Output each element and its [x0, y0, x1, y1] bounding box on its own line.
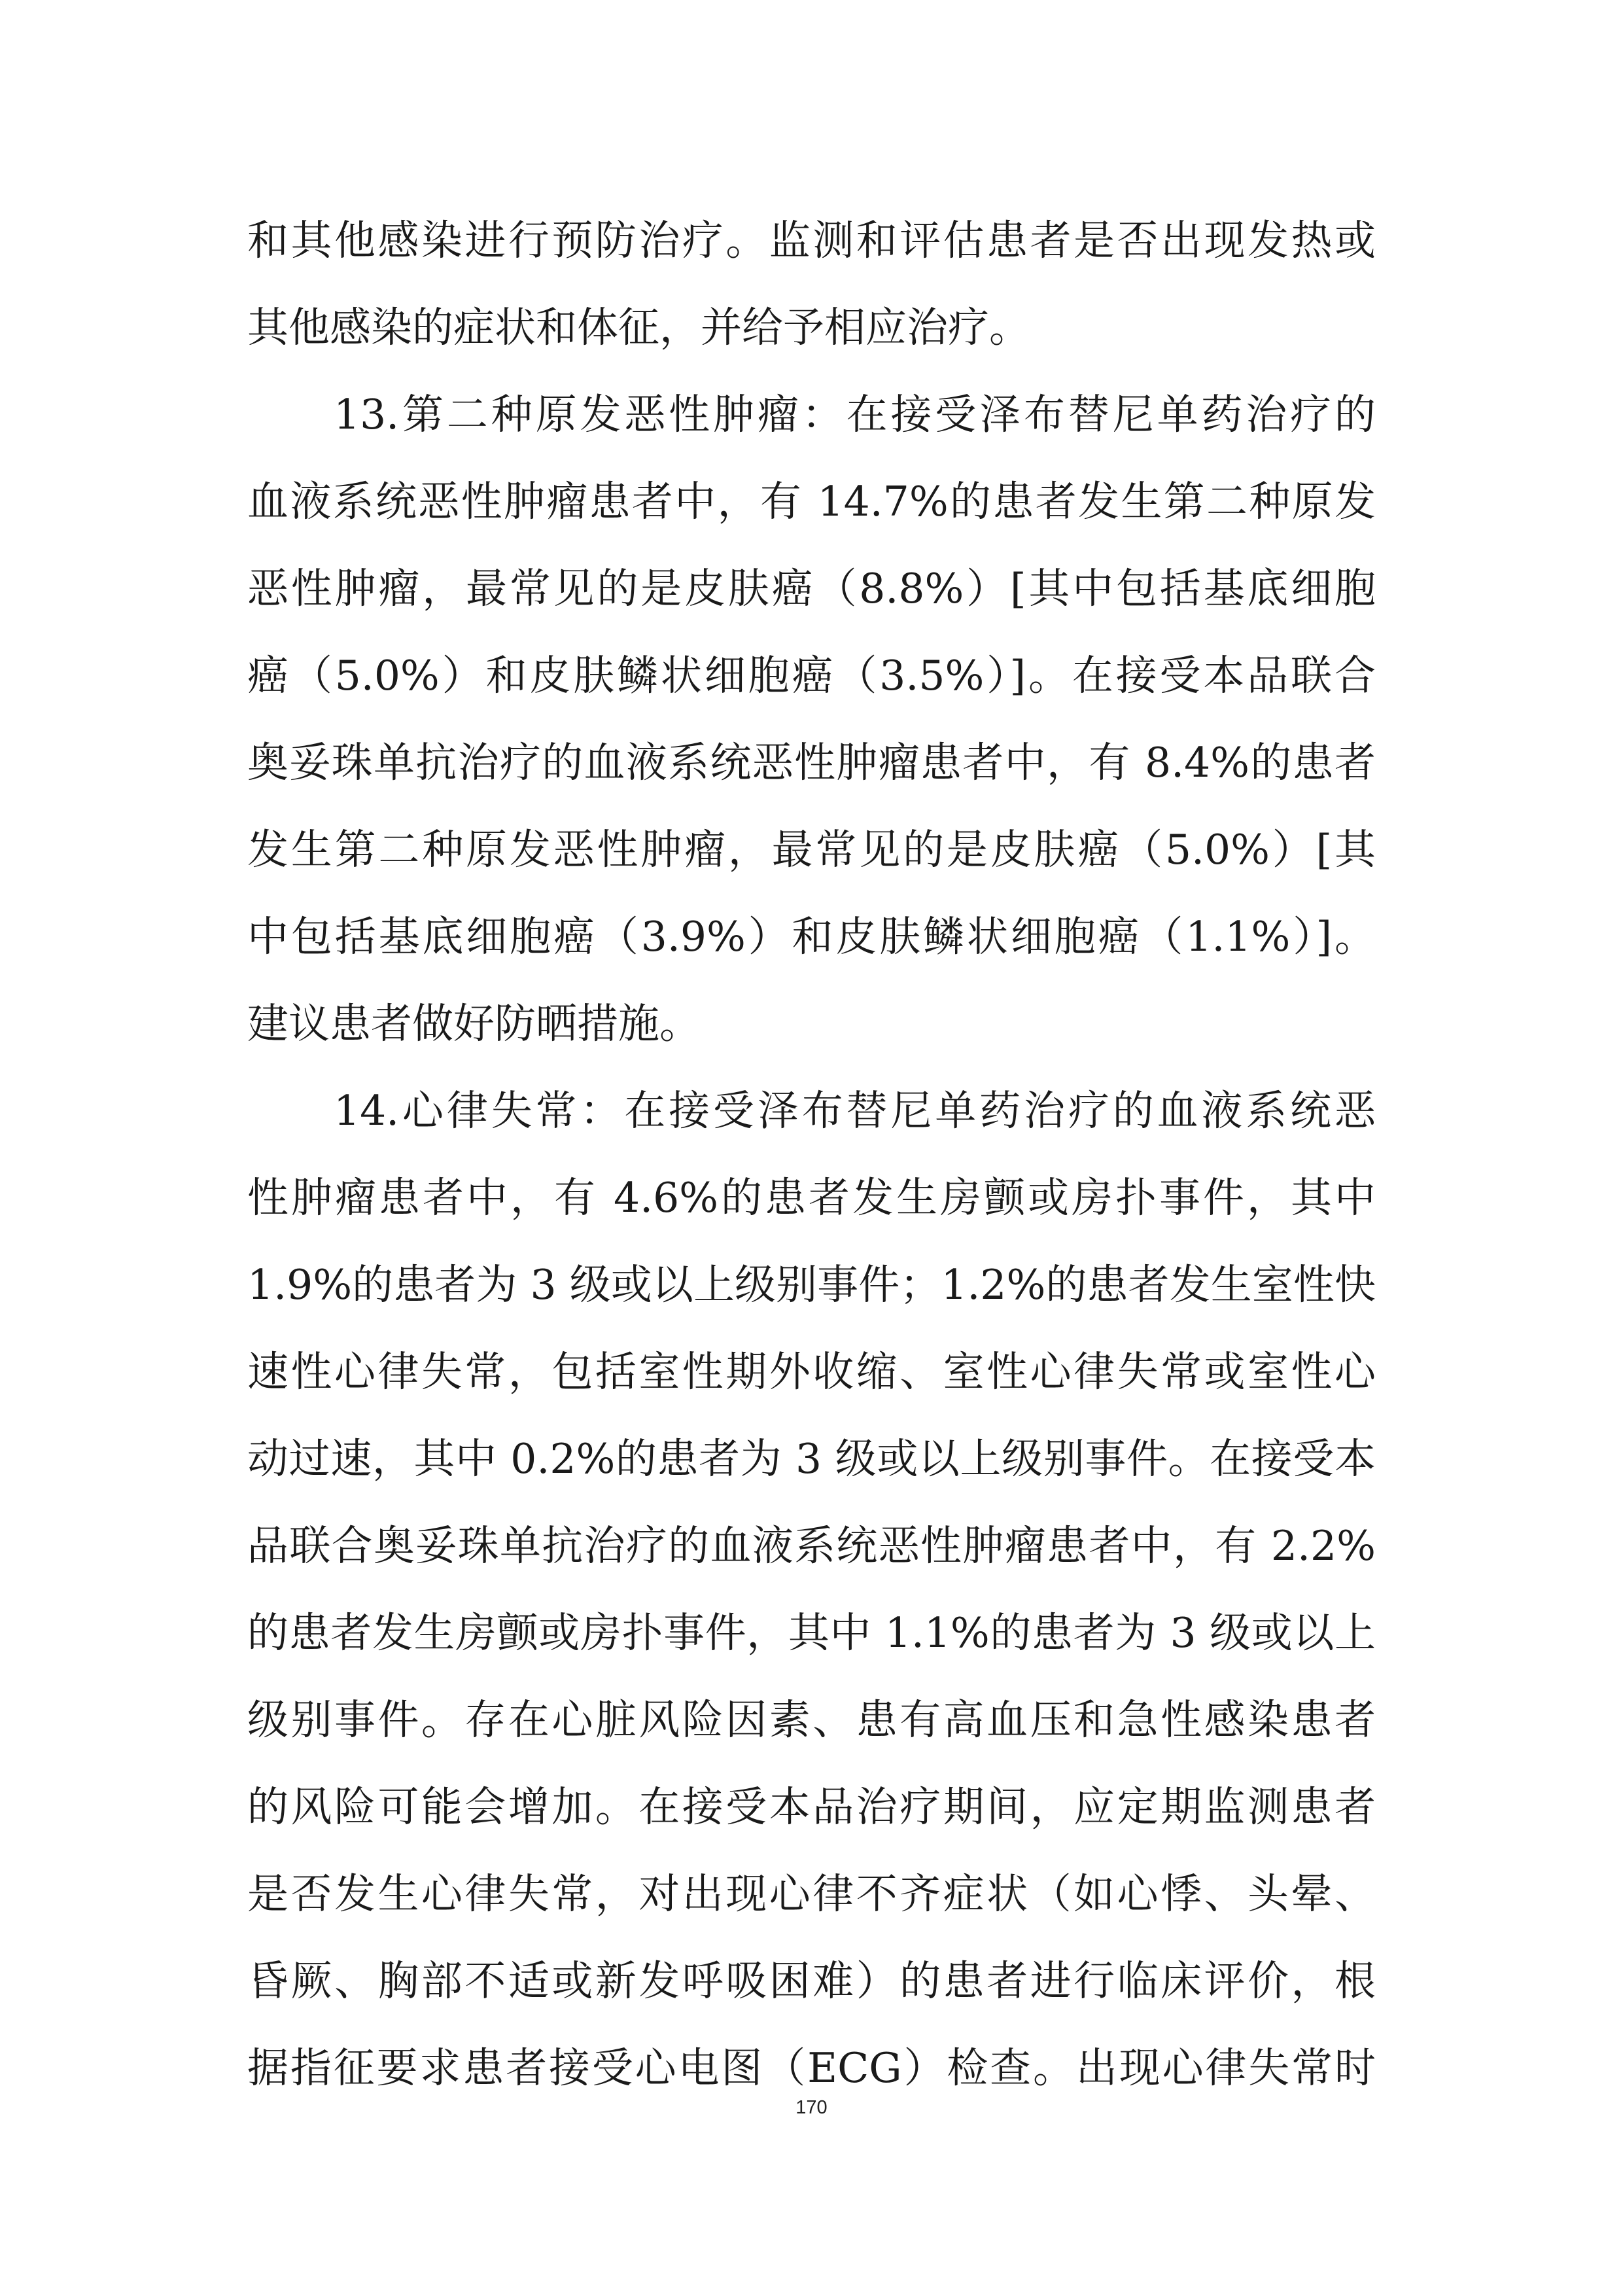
text-line: 动过速，其中 0.2%的患者为 3 级或以上级别事件。在接受本 — [247, 1435, 1376, 1483]
text-line: 据指征要求患者接受心电图（ECG）检查。出现心律失常时 — [247, 2044, 1376, 2092]
text-line: 血液系统恶性肿瘤患者中，有 14.7%的患者发生第二种原发 — [247, 478, 1376, 525]
text-line: 14.心律失常：在接受泽布替尼单药治疗的血液系统恶 — [334, 1087, 1376, 1135]
text-line: 的风险可能会增加。在接受本品治疗期间，应定期监测患者 — [247, 1783, 1376, 1831]
text-line: 速性心律失常，包括室性期外收缩、室性心律失常或室性心 — [247, 1348, 1376, 1396]
text-line: 和其他感染进行预防治疗。监测和评估患者是否出现发热或 — [247, 217, 1376, 264]
text-line: 其他感染的症状和体征，并给予相应治疗。 — [247, 304, 1030, 351]
text-line: 的患者发生房颤或房扑事件，其中 1.1%的患者为 3 级或以上 — [247, 1609, 1376, 1657]
text-line: 1.9%的患者为 3 级或以上级别事件；1.2%的患者发生室性快 — [247, 1261, 1376, 1309]
text-line: 13.第二种原发恶性肿瘤：在接受泽布替尼单药治疗的 — [334, 391, 1376, 438]
text-line: 是否发生心律失常，对出现心律不齐症状（如心悸、头晕、 — [247, 1870, 1376, 1918]
text-line: 中包括基底细胞癌（3.9%）和皮肤鳞状细胞癌（1.1%）]。 — [247, 913, 1376, 961]
text-line: 昏厥、胸部不适或新发呼吸困难）的患者进行临床评价，根 — [247, 1957, 1376, 2005]
text-line: 性肿瘤患者中，有 4.6%的患者发生房颤或房扑事件，其中 — [247, 1174, 1376, 1222]
text-line: 品联合奥妥珠单抗治疗的血液系统恶性肿瘤患者中，有 2.2% — [247, 1522, 1376, 1570]
text-line: 恶性肿瘤，最常见的是皮肤癌（8.8%）[其中包括基底细胞 — [247, 565, 1376, 612]
text-line: 发生第二种原发恶性肿瘤，最常见的是皮肤癌（5.0%）[其 — [247, 826, 1376, 874]
text-line: 奥妥珠单抗治疗的血液系统恶性肿瘤患者中，有 8.4%的患者 — [247, 739, 1376, 786]
text-line: 建议患者做好防晒措施。 — [247, 1000, 701, 1048]
text-line: 癌（5.0%）和皮肤鳞状细胞癌（3.5%）]。在接受本品联合 — [247, 652, 1376, 699]
text-line: 级别事件。存在心脏风险因素、患有高血压和急性感染患者 — [247, 1696, 1376, 1744]
page-number: 170 — [795, 2097, 828, 2118]
